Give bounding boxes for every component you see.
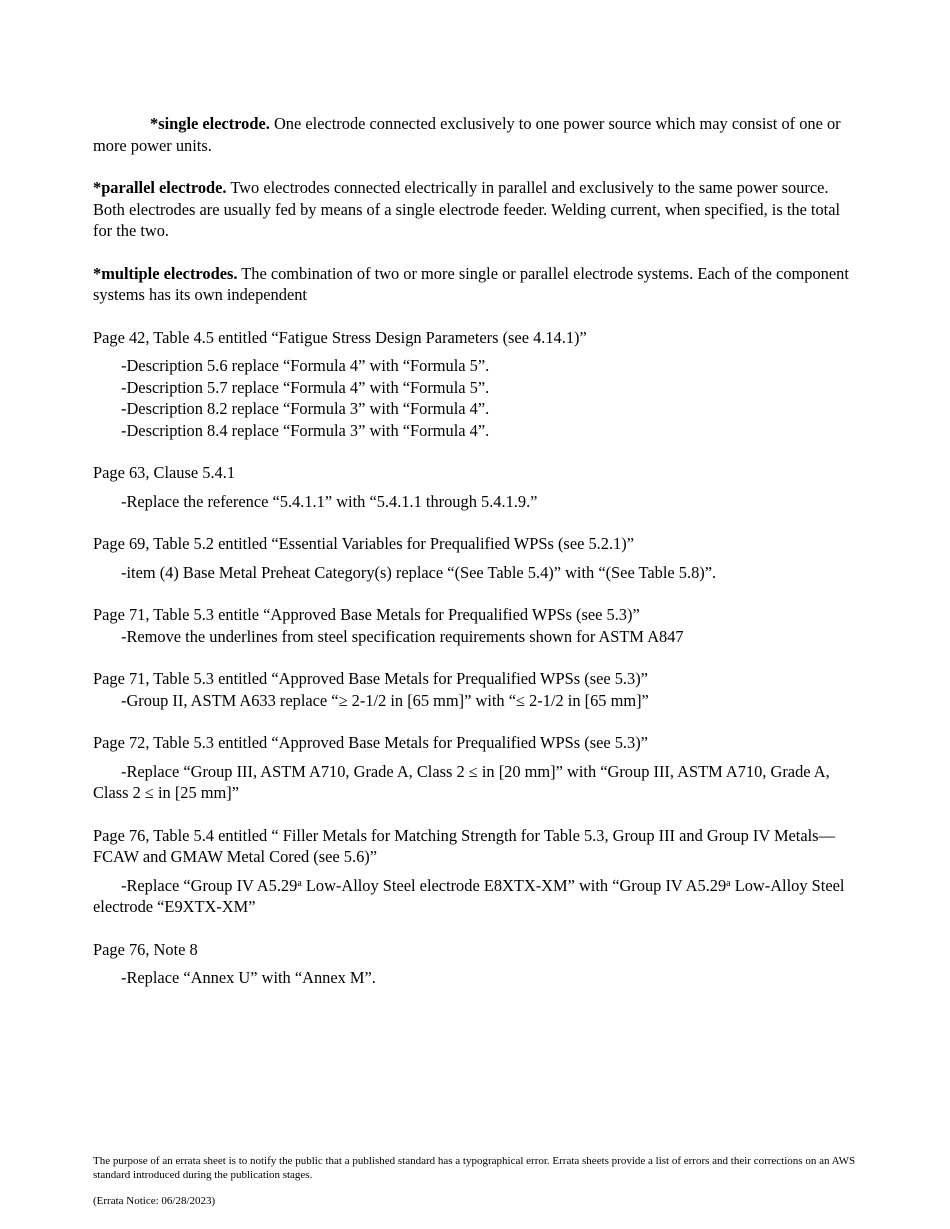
- definition-text: The combination of two or more single or parallel electrode systems. Each of the component systems has its own independent: [93, 263, 849, 304]
- definition-term: *multiple electrodes.: [93, 263, 238, 283]
- entry-item: -Remove the underlines from steel specification requirements shown for ASTM A847: [121, 626, 684, 646]
- definition-single-electrode: [93, 113, 863, 156]
- errata-entry-page-42: [93, 327, 863, 442]
- errata-entry-page-76-table: [93, 825, 863, 918]
- definition-text: Two electrodes connected electrically in parallel and exclusively to the same power source. Both electrodes are usually fed by means of a single electrode feeder. Welding current, when specified, is the total for the two.: [93, 178, 841, 240]
- entry-item: -Description 8.4 replace “Formula 3” with “Formula 4”.: [121, 420, 490, 440]
- entry-item: -Group II, ASTM A633 replace “≥ 2-1/2 in [65 mm]” with “≤ 2-1/2 in [65 mm]”: [121, 690, 649, 710]
- entry-heading: Page 63, Clause 5.4.1: [93, 463, 236, 482]
- definition-term: *single electrode.: [150, 114, 270, 133]
- footer-notice: The purpose of an errata sheet is to notify the public that a published standard has a typographical error. Errata sheets provide a list of errors and their corrections on an AWS standard introduced during the publication stages.: [93, 1155, 856, 1181]
- errata-entry-page-69: [93, 533, 863, 583]
- entry-heading: Page 72, Table 5.3 entitled “Approved Base Metals for Prequalified WPSs (see 5.3)”: [93, 733, 648, 752]
- definition-parallel-electrode: [93, 177, 863, 242]
- entry-item: -item (4) Base Metal Preheat Category(s) replace “(See Table 5.4)” with “(See Table 5.8)”.: [121, 562, 717, 582]
- entry-heading: Page 76, Table 5.4 entitled “ Filler Metals for Matching Strength for Table 5.3, Group III and Group IV Metals—FCAW and GMAW Metal Cored (see 5.6)”: [93, 825, 835, 866]
- entry-item: -Replace “Group III, ASTM A710, Grade A, Class 2 ≤ in [20 mm]” with “Group III, ASTM A710, Grade A, Class 2 ≤ in [25 mm]”: [93, 761, 830, 802]
- entry-heading: Page 76, Note 8: [93, 939, 198, 959]
- footer-date: (Errata Notice: 06/28/2023): [93, 1195, 216, 1207]
- entry-item: -Description 5.7 replace “Formula 4” with “Formula 5”.: [121, 377, 490, 397]
- errata-entry-page-72: [93, 732, 863, 804]
- entry-heading: Page 71, Table 5.3 entitled “Approved Base Metals for Prequalified WPSs (see 5.3)”: [93, 669, 648, 688]
- errata-entry-page-71-b: [93, 668, 863, 711]
- entry-item: -Description 5.6 replace “Formula 4” with “Formula 5”.: [121, 356, 490, 375]
- entry-item: -Replace “Group IV A5.29$^a$ Low-Alloy Steel electrode E8XTX-XM” with “Group IV A5.29$^a$ Low-Alloy Steel electrode “E9XTX-XM”: [93, 875, 845, 916]
- errata-entry-page-76-note: [93, 939, 863, 989]
- document-body: [93, 113, 863, 1010]
- footer: [93, 1154, 863, 1208]
- errata-entry-page-71-a: [93, 604, 863, 647]
- definition-multiple-electrodes: [93, 263, 863, 306]
- entry-item: -Description 8.2 replace “Formula 3” with “Formula 4”.: [121, 399, 490, 418]
- definition-text: One electrode connected exclusively to one power source which may consist of one or more power units.: [93, 114, 841, 155]
- entry-item: -Replace “Annex U” with “Annex M”.: [121, 968, 376, 987]
- entry-heading: Page 71, Table 5.3 entitle “Approved Base Metals for Prequalified WPSs (see 5.3)”: [93, 605, 640, 624]
- errata-entry-page-63: [93, 462, 863, 512]
- entry-heading: Page 69, Table 5.2 entitled “Essential Variables for Prequalified WPSs (see 5.2.1)”: [93, 534, 634, 553]
- entry-item: -Replace the reference “5.4.1.1” with “5.4.1.1 through 5.4.1.9.”: [121, 491, 538, 511]
- entry-heading: Page 42, Table 4.5 entitled “Fatigue Stress Design Parameters (see 4.14.1)”: [93, 327, 587, 347]
- definition-term: *parallel electrode.: [93, 178, 227, 197]
